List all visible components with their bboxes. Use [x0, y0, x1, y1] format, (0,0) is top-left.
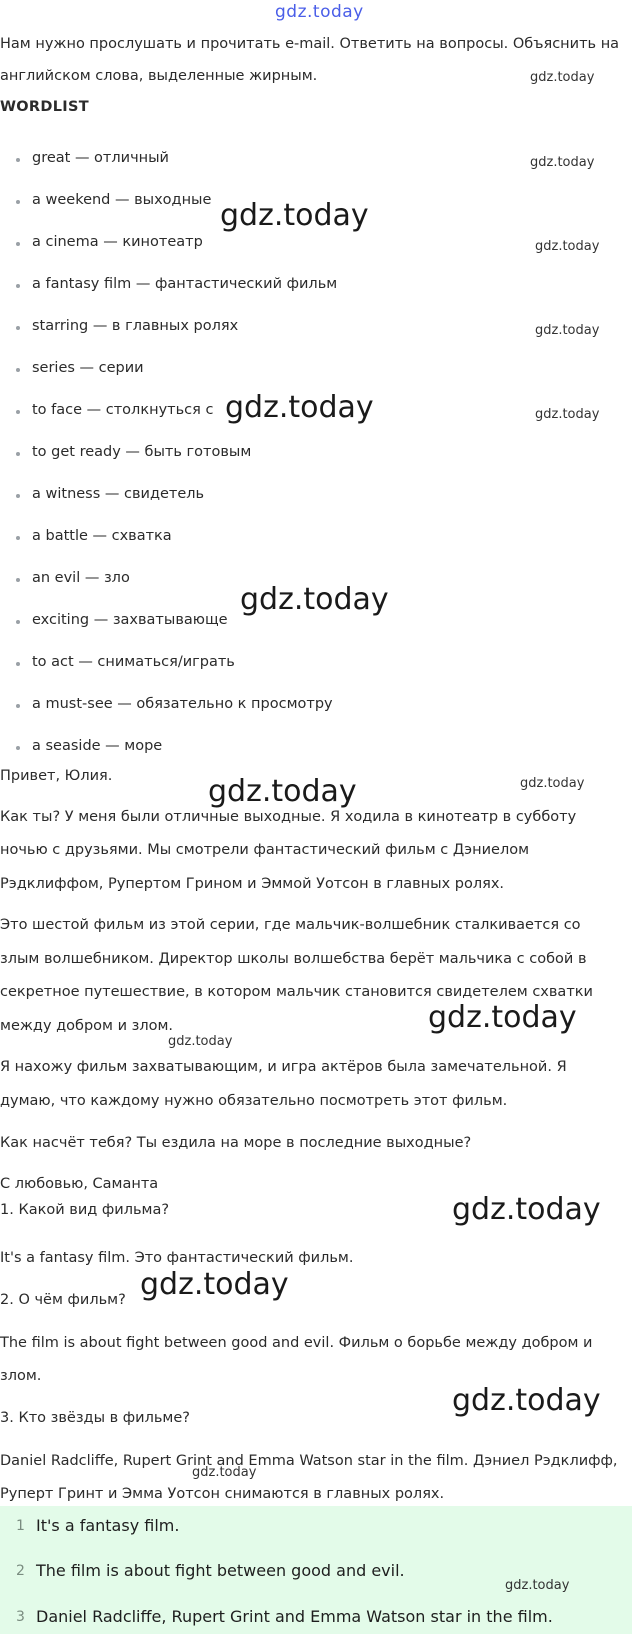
list-item: an evil — зло [32, 570, 130, 586]
list-item: a witness — свидетель [32, 486, 205, 502]
bullet [16, 158, 20, 162]
answer-number: 1 [16, 1518, 25, 1534]
letter-greeting: Привет, Юлия. [0, 768, 113, 784]
list-item: to face — столкнуться с [32, 402, 214, 418]
list-item: starring — в главных ролях [32, 318, 239, 334]
answers-block [0, 1506, 632, 1634]
watermark: gdz.today [168, 1034, 233, 1049]
letter-paragraph-line: думаю, что каждому нужно обязательно посмотреть этот фильм. [0, 1093, 508, 1109]
watermark: gdz.today [520, 776, 585, 791]
watermark: gdz.today [505, 1578, 570, 1593]
list-item: a battle — схватка [32, 528, 172, 544]
bullet [16, 620, 20, 624]
bullet [16, 578, 20, 582]
bullet [16, 494, 20, 498]
watermark: gdz.today [225, 390, 374, 425]
answer-number: 3 [16, 1609, 25, 1625]
bullet [16, 326, 20, 330]
bullet [16, 410, 20, 414]
watermark: gdz.today [530, 70, 595, 85]
watermark: gdz.today [535, 407, 600, 422]
answer-text: Daniel Radcliffe, Rupert Grint and Emma Watson star in the film. [36, 1607, 553, 1626]
bullet [16, 536, 20, 540]
watermark: gdz.today [530, 155, 595, 170]
list-item: series — серии [32, 360, 144, 376]
bullet [16, 284, 20, 288]
answer-line: Руперт Гринт и Эмма Уотсон снимаются в главных ролях. [0, 1486, 445, 1502]
answer-number: 2 [16, 1563, 25, 1579]
letter-paragraph-line: Рэдклиффом, Рупертом Грином и Эммой Уотсон в главных ролях. [0, 876, 505, 892]
task-text-line1: Нам нужно прослушать и прочитать e-mail. Ответить на вопросы. Объяснить на [0, 36, 620, 52]
letter-signature: С любовью, Саманта [0, 1176, 159, 1192]
answer-line: злом. [0, 1368, 42, 1384]
question: 2. О чём фильм? [0, 1292, 126, 1308]
list-item: a must-see — обязательно к просмотру [32, 696, 333, 712]
letter-paragraph-line: ночью с друзьями. Мы смотрели фантастический фильм с Дэниелом [0, 842, 530, 858]
watermark: gdz.today [535, 323, 600, 338]
bullet [16, 746, 20, 750]
answer-text: The film is about fight between good and evil. [36, 1561, 405, 1580]
watermark: gdz.today [535, 239, 600, 254]
answer-text: It's a fantasy film. [36, 1516, 180, 1535]
letter-paragraph-line: между добром и злом. [0, 1018, 174, 1034]
watermark: gdz.today [208, 774, 357, 809]
watermark: gdz.today [240, 582, 389, 617]
bullet [16, 452, 20, 456]
list-item: a cinema — кинотеатр [32, 234, 203, 250]
list-item: a fantasy film — фантастический фильм [32, 276, 338, 292]
watermark: gdz.today [452, 1192, 601, 1227]
answer-line: Daniel Radcliffe, Rupert Grint and Emma Watson star in the film. Дэниел Рэдклифф, [0, 1453, 618, 1469]
answer-line: It's a fantasy film. Это фантастический фильм. [0, 1250, 354, 1266]
list-item: to get ready — быть готовым [32, 444, 252, 460]
watermark: gdz.today [452, 1383, 601, 1418]
watermark: gdz.today [428, 1000, 577, 1035]
bullet [16, 704, 20, 708]
watermark: gdz.today [192, 1465, 257, 1480]
bullet [16, 368, 20, 372]
bullet [16, 200, 20, 204]
letter-paragraph-line: злым волшебником. Директор школы волшебства берёт мальчика с собой в [0, 951, 587, 967]
list-item: a seaside — море [32, 738, 163, 754]
site-logo[interactable]: gdz.today [275, 2, 364, 22]
letter-paragraph-line: секретное путешествие, в котором мальчик становится свидетелем схватки [0, 984, 593, 1000]
question: 1. Какой вид фильма? [0, 1202, 170, 1218]
watermark: gdz.today [140, 1267, 289, 1302]
letter-paragraph-line: Как насчёт тебя? Ты ездила на море в последние выходные? [0, 1135, 472, 1151]
list-item: a weekend — выходные [32, 192, 212, 208]
question: 3. Кто звёзды в фильме? [0, 1410, 190, 1426]
bullet [16, 662, 20, 666]
bullet [16, 242, 20, 246]
letter-paragraph-line: Я нахожу фильм захватывающим, и игра актёров была замечательной. Я [0, 1059, 567, 1075]
list-item: exciting — захватывающе [32, 612, 228, 628]
letter-paragraph-line: Как ты? У меня были отличные выходные. Я ходила в кинотеатр в субботу [0, 809, 577, 825]
answer-line: The film is about fight between good and evil. Фильм о борьбе между добром и [0, 1335, 593, 1351]
task-text-line2: английском слова, выделенные жирным. [0, 68, 318, 84]
letter-paragraph-line: Это шестой фильм из этой серии, где мальчик-волшебник сталкивается со [0, 917, 581, 933]
list-item: great — отличный [32, 150, 169, 166]
wordlist-heading: WORDLIST [0, 99, 89, 115]
watermark: gdz.today [220, 198, 369, 233]
list-item: to act — сниматься/играть [32, 654, 235, 670]
